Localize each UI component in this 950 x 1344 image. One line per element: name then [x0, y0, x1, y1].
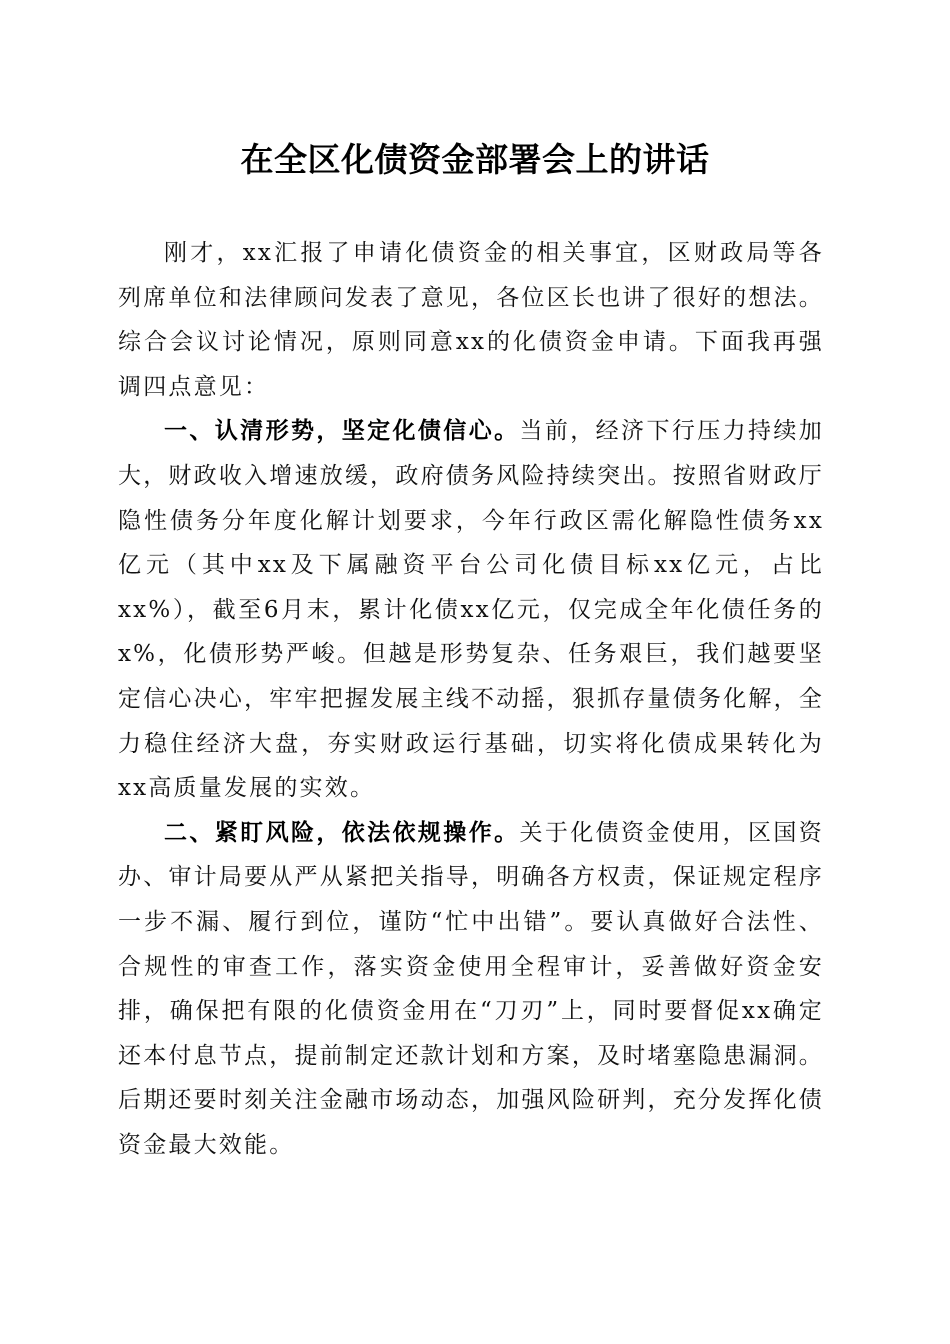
paragraph-text: 当前，经济下行压力持续加大，财政收入增速放缓，政府债务风险持续突出。按照省财政厅隐性债务分年度化解计划要求，今年行政区需化解隐性债务xx亿元（其中xx及下属融资平台公司化债目标xx亿元，占比xx%），截至6月末，累计化债xx亿元，仅完成全年化债任务的x%，化债形势严峻。但越是形势复杂、任务艰巨，我们越要坚定信心决心，牢牢把握发展主线不动摇，狠抓存量债务化解，全力稳住经济大盘，夯实财政运行基础，切实将化债成果转化为xx高质量发展的实效。 — [118, 418, 824, 802]
paragraph-point-1 — [118, 409, 824, 810]
paragraph-text: 刚才，xx汇报了申请化债资金的相关事宜，区财政局等各列席单位和法律顾问发表了意见，各位区长也讲了很好的想法。综合会议讨论情况，原则同意xx的化债资金申请。下面我再强调四点意见： — [118, 240, 824, 400]
paragraph-intro — [118, 231, 824, 409]
paragraph-text: 关于化债资金使用，区国资办、审计局要从严从紧把关指导，明确各方权责，保证规定程序一步不漏、履行到位，谨防“忙中出错”。要认真做好合法性、合规性的审查工作，落实资金使用全程审计，妥善做好资金安排，确保把有限的化债资金用在“刀刃”上，同时要督促xx确定还本付息节点，提前制定还款计划和方案，及时堵塞隐患漏洞。后期还要时刻关注金融市场动态，加强风险研判，充分发挥化债资金最大效能。 — [118, 819, 824, 1158]
paragraph-lead: 二、紧盯风险，依法依规操作。 — [164, 818, 520, 846]
document-body — [118, 231, 824, 1167]
paragraph-point-2 — [118, 811, 824, 1168]
document-title: 在全区化债资金部署会上的讲话 — [240, 140, 710, 179]
paragraph-lead: 一、认清形势，坚定化债信心。 — [164, 417, 520, 445]
